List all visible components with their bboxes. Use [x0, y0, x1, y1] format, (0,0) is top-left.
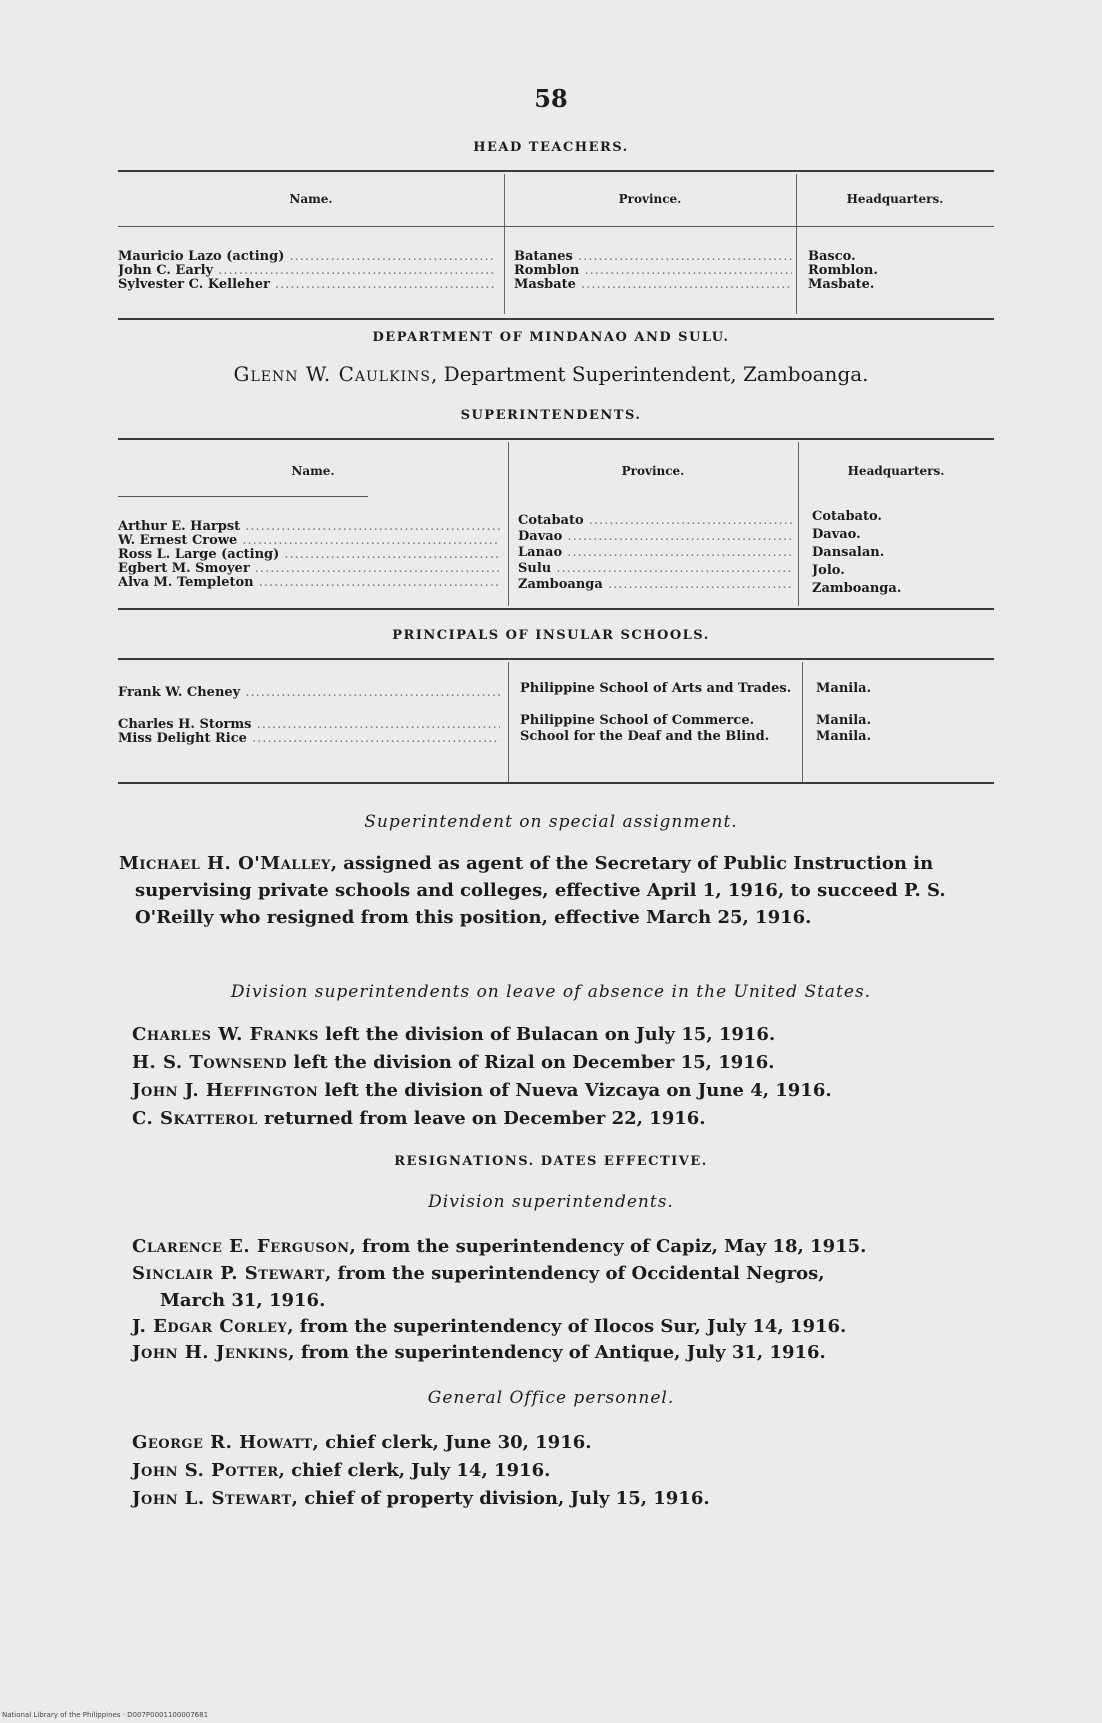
special-assignment-paragraph: [119, 850, 1000, 931]
table-row-hq: Davao.: [812, 528, 861, 542]
table-row-hq: Masbate.: [808, 278, 875, 292]
table-row-name: Mauricio Lazo (acting) .....: [118, 250, 496, 264]
list-item: George R. Howatt, chief clerk, June 30, 1916.: [132, 1432, 592, 1453]
table-row-name: John C. Early .....: [118, 264, 496, 278]
table-row-school: Philippine School of Arts and Trades.: [520, 682, 792, 696]
table-row-hq: Basco.: [808, 250, 856, 264]
col-headquarters: Headquarters.: [847, 464, 945, 478]
table-row-name: Ross L. Large (acting) .....: [118, 548, 500, 562]
table-row-province: Batanes .....: [514, 250, 792, 264]
special-assignment-heading: Superintendent on special assignment.: [364, 812, 738, 832]
table-row-hq: Manila.: [816, 730, 872, 744]
principals-table: [118, 658, 994, 788]
table-row-name: Arthur E. Harpst .....: [118, 520, 500, 534]
table-row-name: Alva M. Templeton .....: [118, 576, 500, 590]
principals-title: PRINCIPALS OF INSULAR SCHOOLS.: [392, 628, 710, 643]
list-item: John S. Potter, chief clerk, July 14, 1916.: [132, 1460, 551, 1481]
table-row-hq: Manila.: [816, 682, 872, 696]
department-superintendent-title: , Department Superintendent, Zamboanga.: [430, 362, 869, 386]
table-row-province: Zamboanga .....: [518, 578, 794, 592]
list-item: John J. Heffington left the division of Nueva Vizcaya on June 4, 1916.: [132, 1080, 832, 1101]
special-assignment-text: , assigned as agent of the Secretary of Public Instruction in supervising private schools and colleges, effective April 1, 1916, to succeed P. S. O'Reilly who resigned from this position, effective March 25, 1916.: [135, 853, 946, 928]
table-row-province: Cotabato .....: [518, 514, 794, 528]
list-item: J. Edgar Corley, from the superintendency of Ilocos Sur, July 14, 1916.: [132, 1316, 847, 1337]
table-row-province: Romblon .....: [514, 264, 792, 278]
special-assignment-name: Michael H. O'Malley: [119, 853, 331, 874]
resignations-heading: RESIGNATIONS. DATES EFFECTIVE.: [394, 1154, 708, 1169]
general-office-heading: General Office personnel.: [427, 1388, 675, 1408]
table-row-name: W. Ernest Crowe .....: [118, 534, 500, 548]
table-row-name: Miss Delight Rice .....: [118, 732, 500, 746]
col-name: Name.: [291, 464, 335, 478]
col-province: Province.: [621, 464, 685, 478]
department-superintendent-line: [0, 362, 1102, 386]
division-superintendents-heading: Division superintendents.: [428, 1192, 674, 1212]
list-item: C. Skatterol returned from leave on December 22, 1916.: [132, 1108, 706, 1129]
table-row-name: Frank W. Cheney .....: [118, 686, 500, 700]
col-name: Name.: [289, 192, 333, 206]
page-number: 58: [534, 84, 568, 113]
table-row-province: Lanao .....: [518, 546, 794, 560]
mindanao-title: DEPARTMENT OF MINDANAO AND SULU.: [372, 330, 730, 345]
table-row-name: Egbert M. Smoyer .....: [118, 562, 500, 576]
table-row-school: School for the Deaf and the Blind.: [520, 730, 770, 744]
list-item: Sinclair P. Stewart, from the superintendency of Occidental Negros, March 31, 1916.: [132, 1263, 825, 1311]
table-row-hq: Zamboanga.: [812, 582, 902, 596]
table-row-hq: Manila.: [816, 714, 872, 728]
col-province: Province.: [618, 192, 682, 206]
table-row-hq: Cotabato.: [812, 510, 882, 524]
head-teachers-title: HEAD TEACHERS.: [473, 140, 629, 155]
department-superintendent-name: Glenn W. Caulkins: [233, 362, 431, 386]
list-item: Clarence E. Ferguson, from the superintendency of Capiz, May 18, 1915.: [132, 1236, 867, 1257]
list-item: John L. Stewart, chief of property division, July 15, 1916.: [132, 1488, 710, 1509]
scan-footer: National Library of the Philippines · D007P0001100007681: [2, 1711, 209, 1719]
list-item: Charles W. Franks left the division of Bulacan on July 15, 1916.: [132, 1024, 776, 1045]
table-row-name: Charles H. Storms .....: [118, 718, 500, 732]
table-row-hq: Romblon.: [808, 264, 878, 278]
table-row-province: Sulu .....: [518, 562, 794, 576]
table-row-hq: Jolo.: [812, 564, 845, 578]
on-leave-heading: Division superintendents on leave of absence in the United States.: [230, 982, 872, 1002]
superintendents-table: [118, 438, 994, 612]
table-row-name: Sylvester C. Kelleher .....: [118, 278, 496, 292]
table-row-school: Philippine School of Commerce.: [520, 714, 755, 728]
table-row-province: Davao .....: [518, 530, 794, 544]
head-teachers-table: [118, 170, 994, 322]
table-row-province: Masbate .....: [514, 278, 792, 292]
list-item: John H. Jenkins, from the superintendency of Antique, July 31, 1916.: [132, 1342, 826, 1363]
list-item: H. S. Townsend left the division of Rizal on December 15, 1916.: [132, 1052, 775, 1073]
col-headquarters: Headquarters.: [846, 192, 944, 206]
superintendents-title: SUPERINTENDENTS.: [460, 408, 642, 423]
table-row-hq: Dansalan.: [812, 546, 885, 560]
